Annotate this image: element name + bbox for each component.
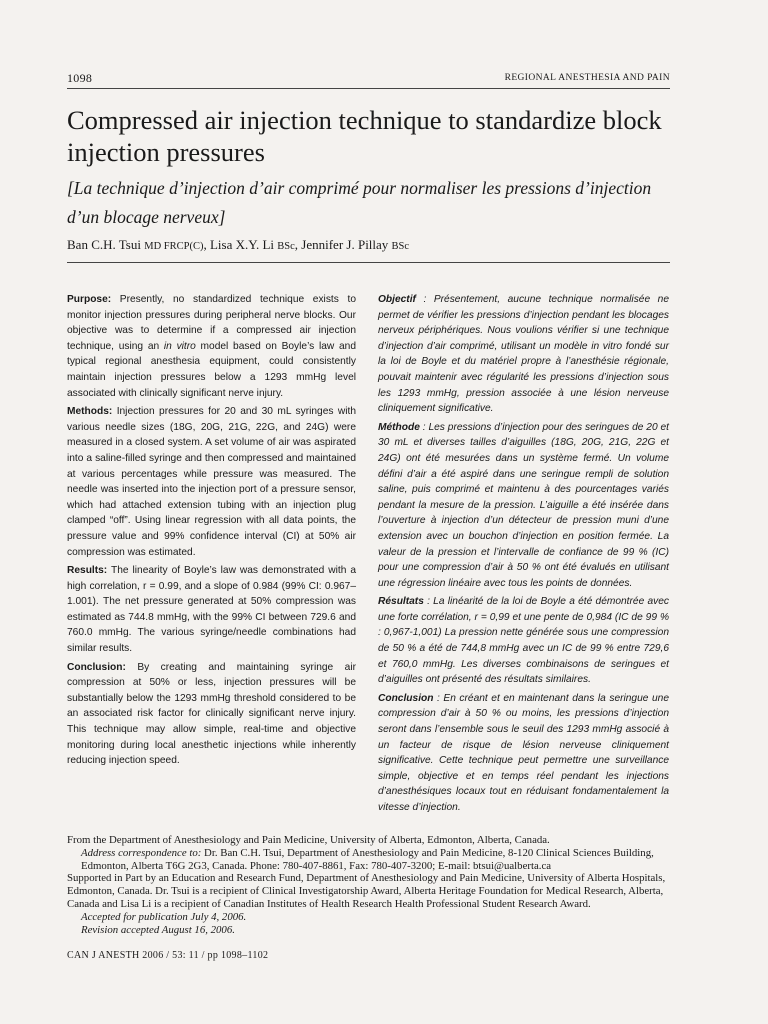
section-label: Conclusion <box>378 692 434 704</box>
author-list <box>67 237 409 253</box>
section-label: Conclusion: <box>67 661 126 673</box>
author-degree: BSc <box>391 241 410 252</box>
section-text: : En créant et en maintenant dans la seringue une compression d’air à 50 % ou moins, les pressions d’injection seront dans l’ensemble sous le seuil des 1293 mmHg associé à un facteur de risque de lésion nerveuse cliniquement significative. Cette technique peut permettre une surveillance simple, objective et en temps réel pendant les injections d’anesthésiques locaux tout en réduisant fondamentalement la vitesse d’injection. <box>378 692 669 813</box>
section-text: By creating and maintaining syringe air compression at 50% or less, injection pressures will be substantially below the 1293 mmHg threshold considered to be an associated risk factor for clinically significant nerve injury. This technique may allow simple, real-time and objective monitoring during local anesthetic injections while inherently reducing injection speed. <box>67 661 356 767</box>
footnotes <box>67 834 677 936</box>
section-emphasis: in vitro <box>163 340 196 352</box>
correspondence-label: Address correspondence to: <box>81 846 202 859</box>
page-number: 1098 <box>67 71 93 85</box>
section-label: Results: <box>67 565 108 577</box>
author-separator: , <box>203 237 210 252</box>
section-text: model based on Boyle’s law and typical regional anesthesia equipment, could consistently maintain injection pressures below a 1293 mmHg level associated with clinically significant nerve injury. <box>67 340 356 399</box>
article-subtitle-french: [La technique d’injection d’air comprimé pour normaliser les pressions d’injection d’un blocage nerveux] <box>67 178 652 227</box>
section-text: Presently, no standardized technique exists to monitor injection pressures during peripheral nerve blocks. Our objective was to determine if a compressed air injection technique, using an <box>67 294 356 352</box>
author-name: Ban C.H. Tsui <box>67 237 141 252</box>
abstract-conclusion-fr <box>378 691 669 816</box>
abstract-french <box>378 292 669 819</box>
section-text: : Les pressions d’injection pour des seringues de 20 et 30 mL et diverses tailles d’aiguilles (18G, 20G, 21G, 22G et 24G) ont été mesurées dans un système fermé. Un volume défini d’air a été aspiré dans une seringue rempli de solution saline, puis comprimé et maintenu à des pourcentages variés pendant la mesure de la pression. L’aiguille a été insérée dans l’ouverture à injection d’un détecteur de pression muni d’une extension avec un bouchon d’injection en position fermée. La valeur de la pression et l’intervalle de confiance de 99 % (IC) pour une compression d’air à 50 % ont été évalués en utilisant une régression linéaire avec tous les points de données. <box>378 421 669 589</box>
article-title: Compressed air injection technique to standardize block injection pressures <box>67 105 662 167</box>
title-rule <box>67 262 670 263</box>
section-label: Purpose: <box>67 294 112 305</box>
accepted-date: Accepted for publication July 4, 2006. <box>81 910 247 923</box>
abstract-objectif <box>378 292 669 417</box>
journal-section-header: REGIONAL ANESTHESIA AND PAIN <box>504 73 670 83</box>
author-name: Lisa X.Y. Li <box>209 237 275 252</box>
section-label: Methods: <box>67 406 113 418</box>
section-label: Méthode <box>378 421 420 433</box>
correspondence-text: Dr. Ban C.H. Tsui, Department of Anesthesiology and Pain Medicine, 8-120 Clinical Sciences Building, Edmonton, Alberta T6G 2G3, Canada. Phone: 780-407-8861, Fax: 780-407-3200; E-mail: btsui@ualberta.ca <box>81 846 654 872</box>
revision-date: Revision accepted August 16, 2006. <box>81 923 235 936</box>
support-note: Supported in Part by an Education and Research Fund, Department of Anesthesiology and Pain Medicine, University of Alberta Hospitals, Edmonton, Canada. Dr. Tsui is a recipient of Clinical Investigatorship Award, Alberta Heritage Foundation for Medical Research, Alberta, Canada and Lisa Li is a recipient of Canadian Institutes of Health Research Health Professional Student Research Award. <box>67 872 666 910</box>
abstract-methode <box>378 420 669 592</box>
journal-citation: CAN J ANESTH 2006 / 53: 11 / pp 1098–1102 <box>67 950 269 961</box>
author-degree: BSc <box>277 241 295 252</box>
section-text: The linearity of Boyle’s law was demonstrated with a high correlation, r = 0.99, and a slope of 0.984 (99% CI: 0.967–1.001). The net pressure generated at 50% compression was estimated as 744.8 mmHg, with the 99% CI between 729.6 and 760.0 mmHg. The various syringe/needle combinations had similar results. <box>67 565 356 655</box>
section-label: Résultats <box>378 596 424 608</box>
abstract-methods <box>67 404 356 560</box>
abstract-conclusion <box>67 660 356 769</box>
abstract-english <box>67 292 356 772</box>
author-name: Jennifer J. Pillay <box>301 237 389 252</box>
section-text: : Présentement, aucune technique normalisée ne permet de vérifier les pressions d’injection pendant les blocages nerveux périphériques. Nous voulions vérifier si une technique d’injection d’air comprimé, utilisant un modèle in vitro fondé sur la loi de Boyle et du matériel propre à l’anesthésie régionale, pouvait maintenir avec régularité les pressions d’injection sous les 1293 mmHg, pression associée à une lésion nerveuse cliniquement significative. <box>378 294 669 415</box>
affiliation-note: From the Department of Anesthesiology and Pain Medicine, University of Alberta, Edmonton, Alberta, Canada. <box>67 834 550 846</box>
abstract-resultats <box>378 594 669 688</box>
section-label: Objectif <box>378 294 416 305</box>
author-separator: , <box>294 237 302 252</box>
correspondence-note <box>67 847 677 873</box>
header-rule <box>67 88 670 89</box>
abstract-results <box>67 563 356 657</box>
author-degree: MD FRCP(C) <box>144 241 204 252</box>
section-text: Injection pressures for 20 and 30 mL syringes with various needle sizes (18G, 20G, 21G, 22G, and 24G) were measured in a closed system. A set volume of air was aspirated into a saline-filled syringe and then compressed and maintained at various percentages while pressure was measured. The needle was inserted into the injection port of a pressure sensor, which had attached extension tubing with an injection plug clamped “off”. Using linear regression with all data points, the pressure value and 99% confidence interval (CI) at 50% air compression was estimated. <box>67 406 356 558</box>
abstract-purpose <box>67 292 356 401</box>
section-text: : La linéarité de la loi de Boyle a été démontrée avec une forte corrélation, r = 0,99 et une pente de 0,984 (IC de 99 % : 0,967-1,001) La pression nette générée sous une compression de 50 % a été de 744,8 mmHg avec un IC de 99 % entre 729,6 et 760,0 mmHg. Les diverses combinaisons de seringues et d’aiguilles ont présenté des résultats similaires. <box>378 596 669 686</box>
